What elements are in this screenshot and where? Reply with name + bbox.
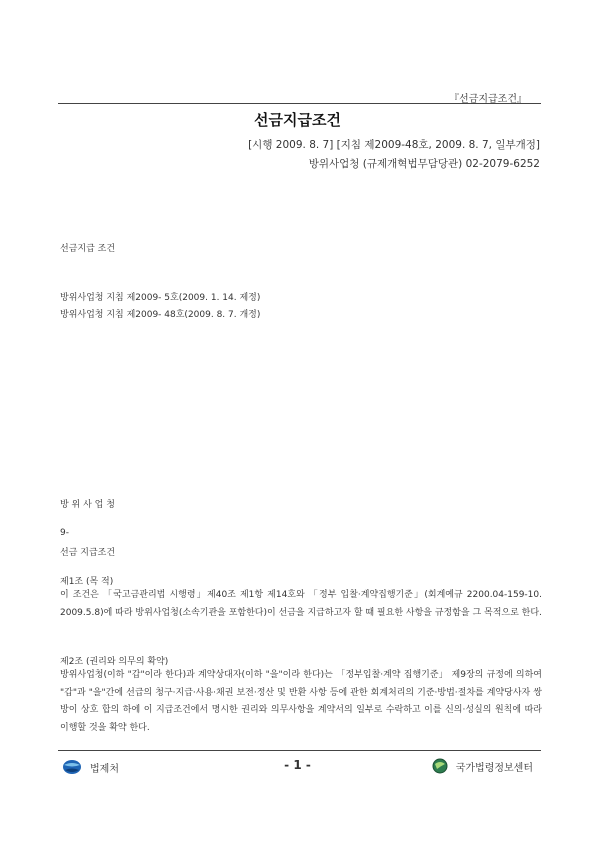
footer-right-label: 국가법령정보센터: [455, 762, 533, 774]
agency-contact: 방위사업청 (규제개혁법무담당관) 02-2079-6252: [308, 158, 540, 170]
page-number: - 1 -: [284, 758, 311, 772]
article-2-title: 제2조 (권리와 의무의 확약): [60, 657, 169, 667]
article-1-title: 제1조 (목 적): [60, 577, 114, 587]
enforcement-info: [시행 2009. 8. 7] [지침 제2009-48호, 2009. 8. 7, 일부개정]: [248, 139, 540, 151]
article-2-text: 방위사업청(이하 "갑"이라 한다)과 계약상대자(이하 "을"이라 한다)는 「정부입찰·계약 집행기준」 제9장의 규정에 의하여 "갑"과 "을"간에 선급의 청구·지급·사용·채권 보전·정산 및 반환 사항 등에 관한 회계처리의 기준·방법·절차를 계약당사자 쌍방이 상호 합의 하에 이 지급조건에서 명시한 권리와 의무사항을 계약서의 일부로 수락하고 이를 신의·성실의 원칙에 따라 이행할 것을 확약 한다.: [60, 670, 542, 733]
law-info-center-logo: [432, 758, 533, 774]
page-title: 선금지급조건: [254, 111, 341, 129]
document-subtitle: 선금 지급조건: [60, 548, 116, 558]
article-1-text: 이 조건은 「국고금관리법 시행령」제40조 제1항 제14호와 「정부 입찰·계약집행기준」(회계예규 2200.04-159-10. 2009.5.8)에 따라 방위사업청(소속기관을 포함한다)이 선금을 지급하고자 할 때 필요한 사항을 규정함을 그 목적으로 한다.: [60, 590, 542, 618]
history-item: 방위사업청 지침 제2009- 48호(2009. 8. 7. 개정): [60, 310, 261, 320]
subject-line: 선금지급 조건: [60, 244, 116, 254]
footer-rule: [58, 750, 541, 751]
history-item: 방위사업청 지침 제2009- 5호(2009. 1. 14. 제정): [60, 293, 261, 303]
footer-left-label: 법제처: [90, 763, 119, 775]
agency-name: 방 위 사 업 청: [60, 500, 115, 510]
document-tag: 『선금지급조건』: [449, 94, 527, 105]
header-rule: [58, 103, 541, 104]
globe-icon: [432, 758, 448, 774]
document-number: 9-: [60, 528, 69, 538]
